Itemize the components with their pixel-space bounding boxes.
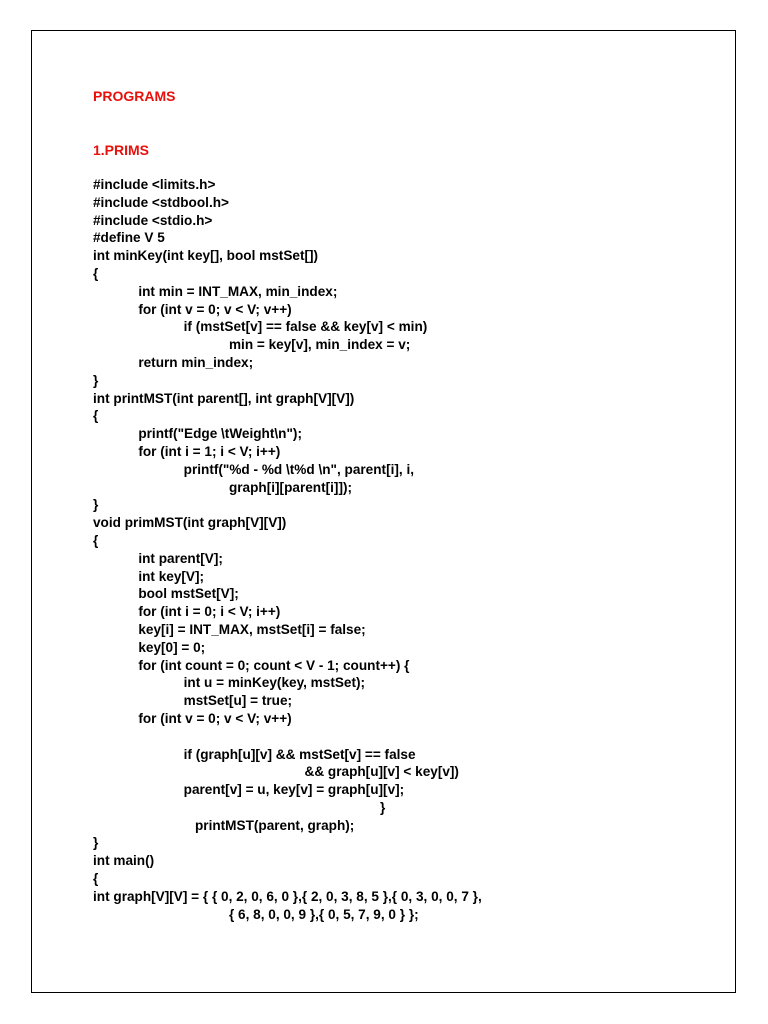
code-line: && graph[u][v] < key[v])	[93, 764, 459, 780]
code-line: void primMST(int graph[V][V])	[93, 515, 287, 531]
code-line: mstSet[u] = true;	[93, 693, 293, 709]
code-line: }	[93, 799, 386, 815]
code-line: {	[93, 408, 99, 424]
code-line: int minKey(int key[], bool mstSet[])	[93, 248, 319, 264]
code-line: if (graph[u][v] && mstSet[v] == false	[93, 746, 416, 762]
code-line: }	[93, 372, 99, 388]
code-line: int graph[V][V] = { { 0, 2, 0, 6, 0 },{ 2, 0, 3, 8, 5 },{ 0, 3, 0, 0, 7 },	[93, 888, 482, 904]
code-line: int key[V];	[93, 568, 205, 584]
code-line: #define V 5	[93, 230, 165, 246]
code-line: min = key[v], min_index = v;	[93, 337, 411, 353]
code-line: #include <stdio.h>	[93, 212, 213, 228]
code-line: int main()	[93, 853, 155, 869]
code-line: key[i] = INT_MAX, mstSet[i] = false;	[93, 621, 366, 637]
code-line: return min_index;	[93, 354, 254, 370]
code-line: for (int i = 0; i < V; i++)	[93, 604, 281, 620]
code-line: #include <limits.h>	[93, 177, 216, 192]
code-line: int min = INT_MAX, min_index;	[93, 283, 338, 299]
code-line	[93, 728, 713, 746]
code-line: {	[93, 265, 99, 281]
code-line: {	[93, 532, 99, 548]
code-line: {	[93, 871, 99, 887]
code-line: bool mstSet[V];	[93, 586, 239, 602]
code-line: if (mstSet[v] == false && key[v] < min)	[93, 319, 428, 335]
code-line: key[0] = 0;	[93, 639, 206, 655]
code-line: printf("Edge \tWeight\n");	[93, 426, 302, 442]
section-title: 1.PRIMS	[93, 142, 150, 158]
code-line: }	[93, 835, 99, 851]
code-line: for (int v = 0; v < V; v++)	[93, 710, 292, 726]
code-line: for (int count = 0; count < V - 1; count++) {	[93, 657, 410, 673]
code-line: for (int v = 0; v < V; v++)	[93, 301, 292, 317]
code-line: graph[i][parent[i]]);	[93, 479, 353, 495]
code-block	[93, 176, 713, 923]
code-line: for (int i = 1; i < V; i++)	[93, 443, 281, 459]
code-line: printf("%d - %d \t%d \n", parent[i], i,	[93, 461, 415, 477]
code-line: parent[v] = u, key[v] = graph[u][v];	[93, 782, 405, 798]
code-line: }	[93, 497, 99, 513]
code-line: #include <stdbool.h>	[93, 194, 229, 210]
code-line: int parent[V];	[93, 550, 223, 566]
code-line: printMST(parent, graph);	[93, 817, 355, 833]
code-line: int u = minKey(key, mstSet);	[93, 675, 366, 691]
code-line: { 6, 8, 0, 0, 9 },{ 0, 5, 7, 9, 0 } };	[93, 906, 419, 922]
code-line: int printMST(int parent[], int graph[V][V])	[93, 390, 355, 406]
page-heading: PROGRAMS	[93, 88, 176, 104]
